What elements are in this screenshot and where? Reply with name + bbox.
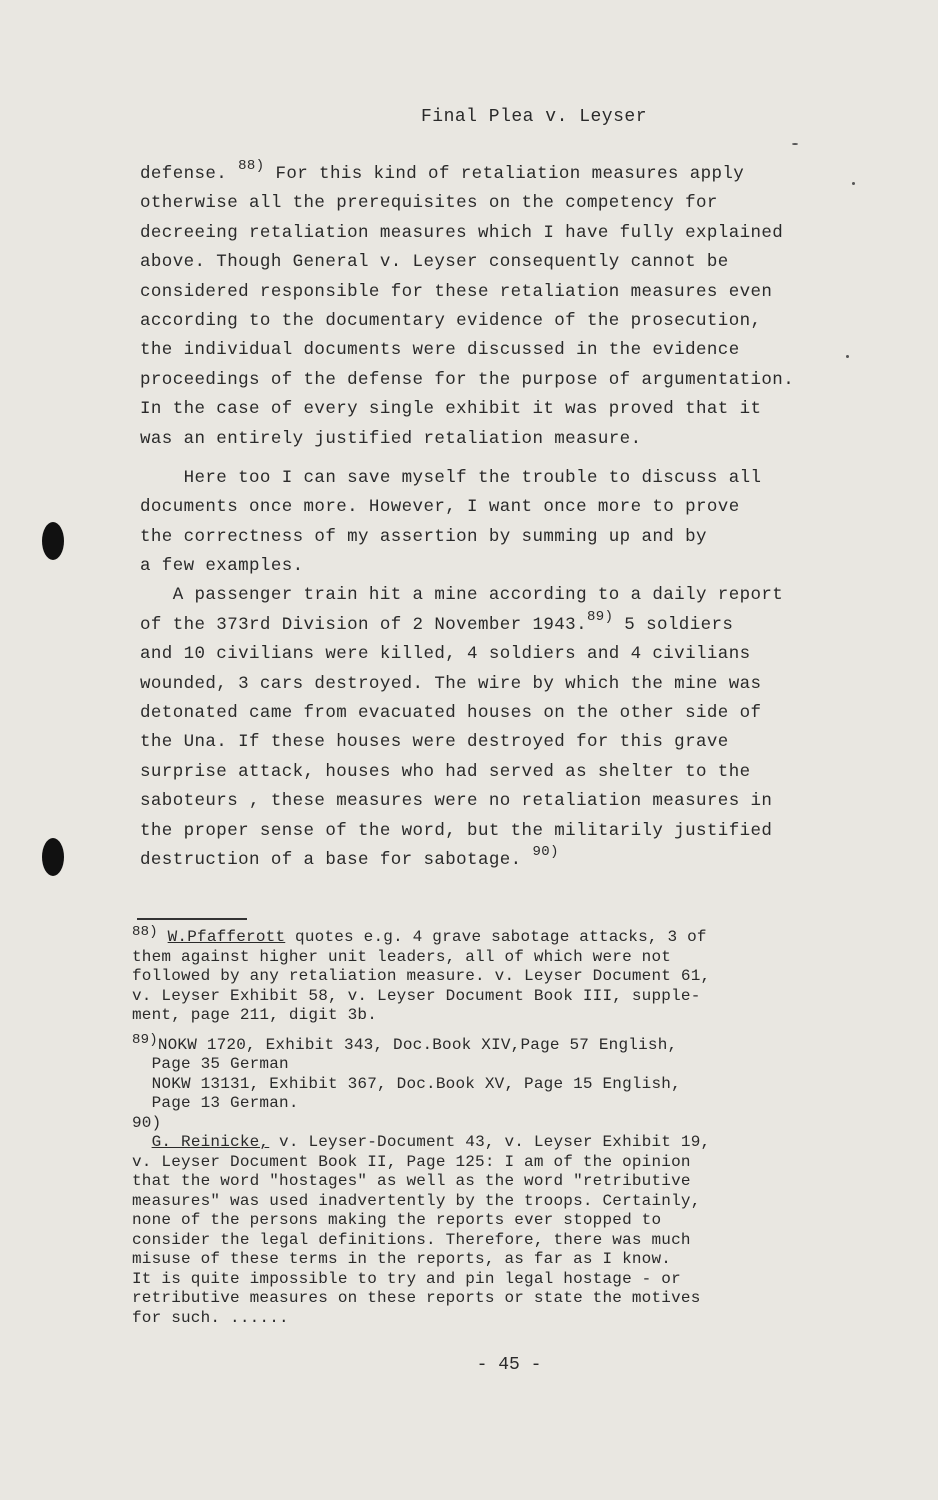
body-line: a few examples. (140, 556, 304, 577)
footnote-90-number: 90) (132, 1113, 162, 1132)
punch-hole-top (42, 522, 64, 560)
body-line: otherwise all the prerequisites on the competency for (140, 193, 718, 214)
body-line: In the case of every single exhibit it was proved that it (140, 399, 762, 420)
body-line: according to the documentary evidence of the prosecution, (140, 310, 762, 331)
footnote-line: misuse of these terms in the reports, as far as I know. (132, 1250, 672, 1268)
footnote-line: ment, page 211, digit 3b. (132, 1006, 378, 1024)
page-header: Final Plea v. Leyser (420, 107, 648, 127)
body-line: the correctness of my assertion by summing up and by (140, 526, 707, 547)
body-line: surprise attack, houses who had served as shelter to the (140, 761, 751, 782)
body-line: the proper sense of the word, but the militarily justified (140, 820, 773, 841)
footnote-line: for such. ...... (132, 1308, 289, 1327)
footnote-90: G. Reinicke, v. Leyser-Document 43, v. Leyser Exhibit 19, (151, 1133, 711, 1151)
footnote-line: none of the persons making the reports ever stopped to (132, 1211, 662, 1229)
footnote-ref: 88) (238, 158, 265, 174)
body-text (140, 160, 860, 875)
paper-speck (852, 182, 855, 185)
footnote-ref: 89) (586, 608, 614, 625)
body-line: the Una. If these houses were destroyed for this grave (140, 732, 729, 753)
paper-speck (846, 355, 849, 358)
punch-hole-bottom (42, 838, 64, 876)
body-line: and 10 civilians were killed, 4 soldiers and 4 civilians (140, 644, 751, 665)
footnote-line: measures" was used inadvertently by the troops. Certainly, (132, 1191, 701, 1210)
body-line: Here too I can save myself the trouble to discuss all (140, 467, 762, 488)
footnote-line: Page 35 German (132, 1055, 289, 1073)
footnote-line: Page 13 German. (132, 1094, 299, 1112)
footnote-89: 89)NOKW 1720, Exhibit 343, Doc.Book XIV,Page 57 English, (132, 1031, 678, 1054)
footnote-88: 88) W.Pfafferott quotes e.g. 4 grave sabotage attacks, 3 of (132, 924, 707, 946)
footnote-line: v. Leyser Exhibit 58, v. Leyser Document Book III, supple- (132, 986, 701, 1005)
page-number: - 45 - (476, 1355, 542, 1375)
footnote-line: followed by any retaliation measure. v. Leyser Document 61, (132, 967, 711, 985)
footnote-ref: 90) (532, 843, 559, 860)
body-line: saboteurs , these measures were no retaliation measures in (140, 791, 773, 812)
body-line: defense. $^{88)}$ For this kind of retaliation measures apply (140, 158, 745, 184)
footnote-line: them against higher unit leaders, all of which were not (132, 947, 672, 966)
footnote-line: It is quite impossible to try and pin legal hostage - or (132, 1269, 681, 1288)
body-line: proceedings of the defense for the purpose of argumentation. (140, 369, 795, 390)
footnote-line: retributive measures on these reports or state the motives (132, 1289, 701, 1307)
body-line: documents once more. However, I want once more to prove (140, 497, 740, 518)
footnote-line: NOKW 13131, Exhibit 367, Doc.Book XV, Page 15 English, (132, 1074, 681, 1093)
body-line: of the 373rd Division of 2 November 1943.$^{89)}$ 5 soldiers (140, 608, 734, 635)
footnote-line: v. Leyser Document Book II, Page 125: I am of the opinion (132, 1152, 691, 1171)
body-line: destruction of a base for sabotage. $^{90)}$ (140, 843, 559, 870)
body-line: A passenger train hit a mine according to a daily report (140, 585, 784, 606)
body-line: considered responsible for these retaliation measures even (140, 281, 773, 302)
footnote-line: that the word "hostages" as well as the word "retributive (132, 1172, 691, 1190)
footnote-separator (137, 918, 247, 920)
body-line: was an entirely justified retaliation measure. (140, 428, 642, 449)
body-line: decreeing retaliation measures which I have fully explained (140, 222, 784, 243)
body-line: detonated came from evacuated houses on the other side of (140, 703, 762, 724)
body-line: the individual documents were discussed in the evidence (140, 340, 740, 361)
paper-speck (792, 143, 798, 145)
footnote-line: consider the legal definitions. Therefore, there was much (132, 1230, 691, 1249)
footnotes (132, 924, 872, 1328)
body-line: above. Though General v. Leyser consequently cannot be (140, 252, 729, 273)
body-line: wounded, 3 cars destroyed. The wire by which the mine was (140, 673, 762, 694)
